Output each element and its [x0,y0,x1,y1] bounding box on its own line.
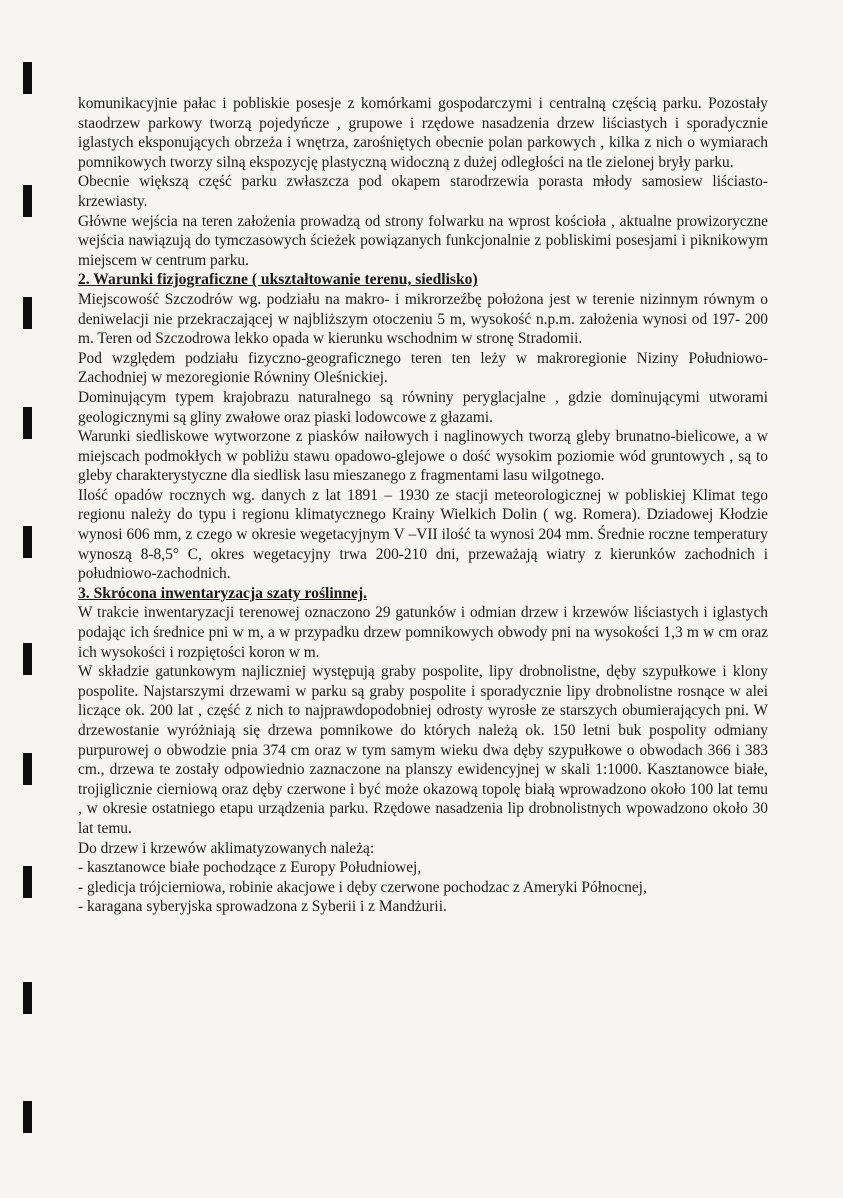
binding-hole-mark [23,62,32,94]
binding-hole-mark [23,643,32,675]
paragraph: komunikacyjnie pałac i pobliskie posesje z komórkami gospodarczymi i centralną częścią parku. Pozostały staodrzew parkowy tworzą pojedyńcze , grupowe i rzędowe nasadzenia drzew liściastych i sporadycznie iglastych eksponujących obrzeża i wnętrza, zarośniętych obecnie polan parkowych , kilka z nich o wymiarach pomnikowych tworzy silną ekspozycję plastyczną widoczną z dużej odległości na tle zielonej bryły parku. [78,95,768,171]
paragraph: W trakcie inwentaryzacji terenowej oznaczono 29 gatunków i odmian drzew i krzewów liściastych i iglastych podając ich średnice pni w m, a w przypadku drzew pomnikowych obwody pni na wysokości 1,3 m w cm oraz ich wysokości i rozpiętości koron w m. [78,604,768,661]
section-physiography [78,270,768,584]
document-body [78,94,768,917]
binding-hole-mark [23,866,32,898]
intro-section [78,94,768,270]
binding-hole-mark [23,982,32,1014]
section-vegetation-inventory [78,584,768,917]
paragraph: W składzie gatunkowym najliczniej występują graby pospolite, lipy drobnolistne, dęby szypułkowe i klony pospolite. Najstarszymi drzewami w parku są graby pospolite i sporadycznie lipy drobnolistne rosnące w alei liczące ok. 200 lat , część z nich to najprawdopodobniej odrosty wyrosłe ze starszych obumierających pni. W drzewostanie wyróżniają się drzewa pomnikowe do których należą ok. 150 letni buk pospolity odmiany purpurowej o obwodzie pnia 374 cm oraz w tym samym wieku dwa dęby szypułkowe o obwodach 366 i 383 cm., drzewa te zostały odpowiednio zaznaczone na planszy ewidencyjnej w skali 1:1000. Kasztanowce białe, trojiglicznie cierniową oraz dęby czerwone i być może okazową topolę białą wprowadzono około 100 lat temu , w okresie ostatniego etapu urządzenia parku. Rzędowe nasadzenia lip drobnolistnych wpowadzono około 30 lat temu. [78,663,768,837]
paragraph: Obecnie większą część parku zwłaszcza pod okapem starodrzewia porasta młody samosiew liściasto-krzewiasty. [78,173,768,210]
paragraph: Pod względem podziału fizyczno-geograficznego teren ten leży w makroregionie Niziny Południowo-Zachodniej w mezoregionie Równiny Oleśnickiej. [78,349,768,387]
binding-hole-mark [23,185,32,217]
paragraph: Do drzew i krzewów aklimatyzowanych należą: [78,839,375,857]
paragraph: Główne wejścia na teren założenia prowadzą od strony folwarku na wprost kościoła , aktualne prowizoryczne wejścia nawiązują do tymczasowych ścieżek powiązanych funkcjonalnie z pobliskimi posesjami i piknikowym miejscem w centrum parku. [78,212,768,269]
paragraph: Warunki siedliskowe wytworzone z piasków naiłowych i naglinowych tworzą gleby brunatno-bielicowe, a w miejscach podmokłych w pobliżu stawu opadowo-glejowe o dość wysokim poziomie wód gruntowych , są to gleby charakterystyczne dla siedlisk lasu mieszanego z fragmentami lasu wilgotnego. [78,428,768,485]
binding-hole-mark [23,526,32,558]
binding-hole-mark [23,297,32,329]
list-item: - kasztanowce białe pochodzące z Europy Południowej, [78,859,422,877]
section-heading: 3. Skrócona inwentaryzacja szaty roślinnej. [78,584,368,602]
paragraph: Miejscowość Szczodrów wg. podziału na makro- i mikrorzeźbę położona jest w terenie nizinnym równym o deniwelacji nie przekraczającej w najbliższym otoczeniu 5 m, wysokość n.p.m. założenia wynosi od 197- 200 m. Teren od Szczodrowa lekko opada w kierunku wschodnim w stronę Stradomii. [78,290,768,348]
paragraph: Dominującym typem krajobrazu naturalnego są równiny peryglacjalne , gdzie dominującymi utworami geologicznymi są gliny zwałowe oraz piaski lodowcowe z głazami. [78,388,768,426]
binding-hole-mark [23,753,32,785]
acclimatized-species-list [78,858,768,917]
paragraph: Ilość opadów rocznych wg. danych z lat 1891 – 1930 ze stacji meteorologicznej w pobliskiej Klimat tego regionu należy do typu i regionu klimatycznego Krainy Wielkich Dolin ( wg. Romera). Dziadowej Kłodzie wynosi 606 mm, z czego w okresie wegetacyjnym V –VII ilość ta wynosi 204 mm. Średnie roczne temperatury wynoszą 8-8,5° C, okres wegetacyjny trwa 200-210 dni, przeważają wiatry z kierunków zachodnich i południowo-zachodnich. [78,486,768,583]
list-item: - gledicja trójcierniowa, robinie akacjowe i dęby czerwone pochodzac z Ameryki Północnej, [78,878,647,896]
binding-hole-mark [23,1101,32,1133]
section-heading: 2. Warunki fizjograficzne ( ukształtowanie terenu, siedlisko) [78,271,478,289]
binding-hole-mark [23,407,32,439]
list-item: - karagana syberyjska sprowadzona z Syberii i z Mandżurii. [78,898,447,916]
